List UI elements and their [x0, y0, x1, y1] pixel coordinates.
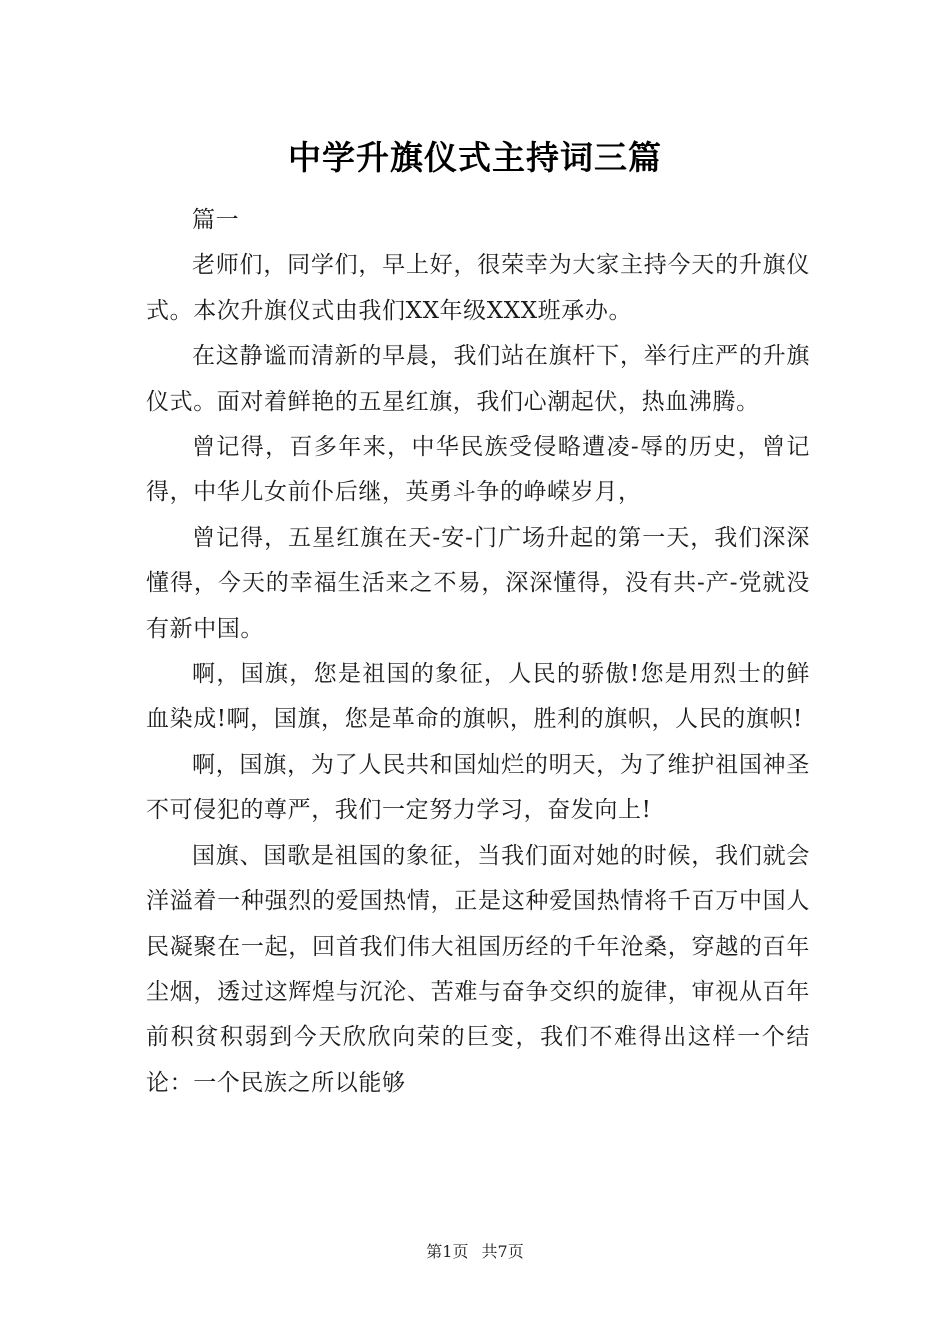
paragraph: 在这静谧而清新的早晨，我们站在旗杆下，举行庄严的升旗仪式。面对着鲜艳的五星红旗，我们心潮起伏，热血沸腾。 [146, 343, 810, 415]
paragraph: 国旗、国歌是祖国的象征，当我们面对她的时候，我们就会洋溢着一种强烈的爱国热情，正是这种爱国热情将千百万中国人民凝聚在一起，回首我们伟大祖国历经的千年沧桑，穿越的百年尘烟，透过这辉煌与沉沦、苦难与奋争交织的旋律，审视从百年前积贫积弱到今天欣欣向荣的巨变，我们不难得出这样一个结论：一个民族之所以能够 [146, 842, 810, 1096]
paragraph: 老师们，同学们，早上好，很荣幸为大家主持今天的升旗仪式。本次升旗仪式由我们XX年级XXX班承办。 [146, 252, 810, 324]
page-footer [0, 1240, 950, 1264]
paragraph: 啊，国旗，为了人民共和国灿烂的明天，为了维护祖国神圣不可侵犯的尊严，我们一定努力学习，奋发向上! [146, 751, 810, 824]
page-total: 共7页 [481, 1242, 524, 1261]
paragraph: 曾记得，五星红旗在天-安-门广场升起的第一天，我们深深懂得，今天的幸福生活来之不易，深深懂得，没有共-产-党就没有新中国。 [146, 524, 810, 642]
paragraph: 啊，国旗，您是祖国的象征，人民的骄傲!您是用烈士的鲜血染成!啊，国旗，您是革命的旗帜，胜利的旗帜，人民的旗帜! [146, 661, 810, 733]
page-number: 第1页 [426, 1242, 469, 1261]
document-body [146, 198, 810, 1106]
document-title: 中学升旗仪式主持词三篇 [288, 138, 662, 177]
paragraph: 曾记得，百多年来，中华民族受侵略遭凌-辱的历史，曾记得，中华儿女前仆后继，英勇斗争的峥嵘岁月， [146, 434, 810, 506]
paragraph-section-heading: 篇一 [192, 207, 240, 233]
